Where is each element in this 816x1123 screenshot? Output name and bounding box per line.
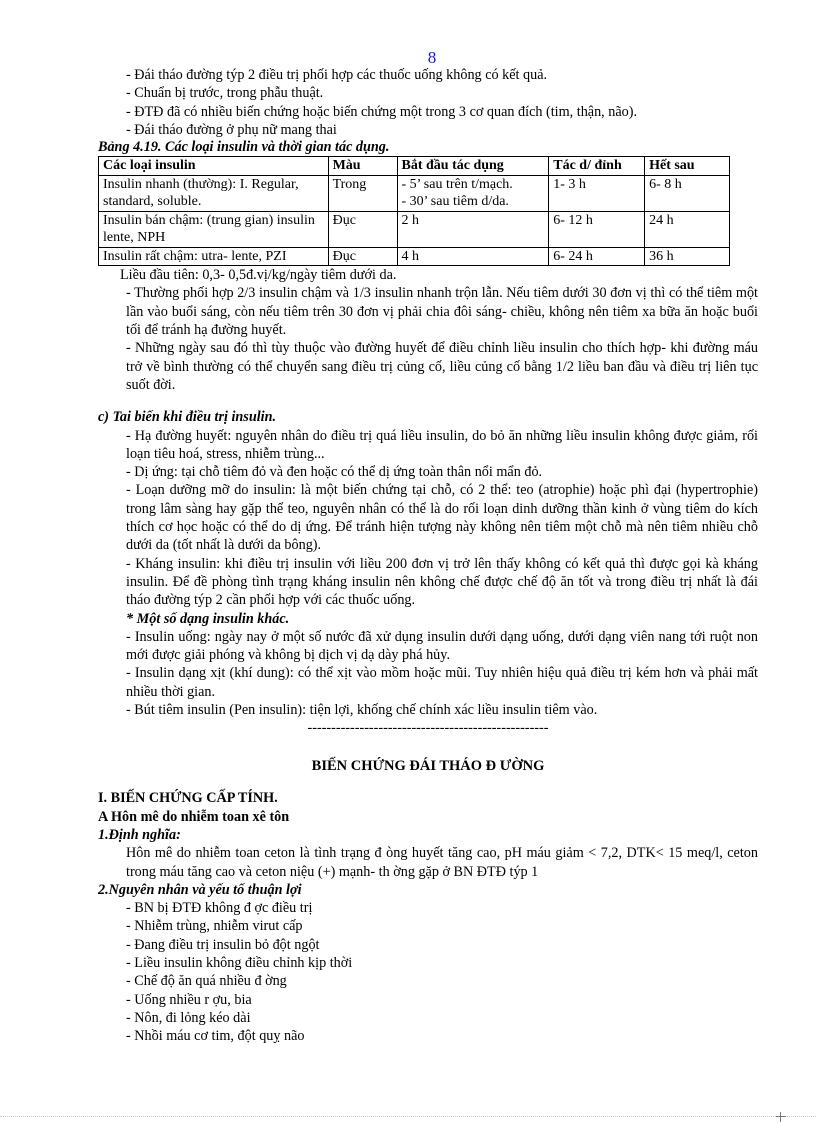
cell-insulin-type: Insulin nhanh (thường): I. Regular, standard, soluble. [99,175,329,211]
paragraph: - Bút tiêm insulin (Pen insulin): tiện lợi, khống chế chính xác liều insulin tiêm vào. [126,702,598,719]
onset-line: 2 h [401,212,419,228]
cell-onset [397,247,549,266]
paragraph: - Loạn dưỡng mỡ do insulin: là một biến chứng tại chỗ, có 2 thể: teo (atrophie) hoặc phì đại (hypertrophie) trong lâm sàng hay gặp thể teo, nguyên nhân có thể là do rối loạn dinh dưỡng thần kinh ở vùng tiêm do kích thích cơ học hoặc có thể do dị ứng. Để tránh hiện tượng này không nên tiêm một chỗ mà nên tiêm nhiều chỗ dưới da (tốt nhất là dưới da bông). [126,482,758,554]
paragraph: Hôn mê do nhiễm toan ceton là tình trạng đ òng huyết tăng cao, pH máu giảm < 7,2, DTK< 15 meq/l, ceton trong máu tăng cao và ceton niệu (+) mạnh- th ờng gặp ở BN ĐTĐ týp 1 [126,845,758,880]
list-item: - ĐTĐ đã có nhiều biến chứng hoặc biến chứng một trong 3 cơ quan đích (tim, thận, não). [126,103,638,120]
cell-insulin-type: Insulin bán chậm: (trung gian) insulin lente, NPH [99,211,329,247]
page-number: 8 [427,48,437,67]
cell-color: Trong [328,175,397,211]
list-item: - Nôn, đi lỏng kéo dài [126,1009,251,1026]
cell-onset [397,211,549,247]
paragraph: - Insulin uống: ngày nay ở một số nước đã xử dụng insulin dưới dạng uống, dưới dạng viên nang tới ruột non mới được giải phóng và không bị dịch vị dạ dày phá hủy. [126,628,758,664]
subheading: * Một số dạng insulin khác. [126,610,290,627]
list-item: - Chuẩn bị trước, trong phẫu thuật. [126,85,324,102]
header-color: Màu [328,157,397,176]
paragraph: - Insulin dạng xịt (khí dung): có thể xịt vào mồm hoặc mũi. Tuy nhiên hiệu quả điều trị kém hơn và phải mất nhiều thời gian. [126,665,758,700]
corner-crop-mark-icon [776,1112,786,1122]
acute-complications-section [98,789,758,1045]
definition-heading: 1.Định nghĩa: [98,826,181,843]
page-content [98,66,758,1045]
list-item: - Uống nhiều r ợu, bia [126,991,252,1008]
list-item: - Chế độ ăn quá nhiều đ ờng [126,973,287,990]
causes-list [98,899,758,1045]
cell-end: 24 h [645,211,730,247]
complications-section [98,408,758,737]
causes-heading: 2.Nguyên nhân và yếu tố thuận lợi [98,881,302,898]
paragraph: Liều đầu tiên: 0,3- 0,5đ.vị/kg/ngày tiêm dưới da. [120,267,397,284]
cell-peak: 1- 3 h [549,175,645,211]
list-item: - Nhiễm trùng, nhiễm virut cấp [126,918,303,935]
list-item: - Liều insulin không điều chỉnh kịp thời [126,954,353,971]
table-row [99,211,730,247]
list-item: - BN bị ĐTĐ không đ ợc điều trị [126,900,313,917]
insulin-table [98,156,730,266]
onset-line: - 5’ sau trên t/mạch. [401,176,513,192]
list-item: - Đang điều trị insulin bỏ đột ngột [126,936,320,953]
subsection-heading: A Hôn mê do nhiễm toan xê tôn [98,808,290,825]
header-end: Hết sau [645,157,730,176]
table-header-row [99,157,730,176]
paragraph: - Những ngày sau đó thì tùy thuộc vào đường huyết để điều chỉnh liều insulin cho thích hợp- khi đường máu trở về bình thường có thể chuyển sang điều trị củng cố, liều củng cố bằng 1/2 liều ban đầu và điều trị liên tục suốt đời. [126,340,758,393]
table-row [99,175,730,211]
table-row [99,247,730,266]
paragraph: - Dị ứng: tại chỗ tiêm đỏ và đen hoặc có thể dị ứng toàn thân nổi mẩn đỏ. [126,464,543,481]
cell-color: Đục [328,247,397,266]
cell-color: Đục [328,211,397,247]
cell-onset [397,175,549,211]
divider-line: --------------------------------------------------- [307,720,549,737]
top-bullet-list [98,66,758,139]
onset-line: 4 h [401,248,419,264]
list-item: - Đái tháo đường ở phụ nữ mang thai [126,121,337,138]
cell-end: 6- 8 h [645,175,730,211]
section-heading: c) Tai biến khi điều trị insulin. [98,409,277,426]
cell-peak: 6- 24 h [549,247,645,266]
onset-line: - 30’ sau tiêm d/da. [401,194,509,210]
list-item: - Nhồi máu cơ tim, đột quỵ não [126,1028,305,1045]
page-bottom-border [0,1116,816,1117]
chapter-title: BIẾN CHỨNG ĐÁI THÁO Đ ƯỜNG [311,758,545,775]
cell-end: 36 h [645,247,730,266]
paragraph: - Kháng insulin: khi điều trị insulin với liều 200 đơn vị trở lên thấy không có kết quả thì được gọi kà kháng insulin. Để đề phòng tình trạng kháng insulin nên không chế được chế độ ăn tốt và trong điều trị nhất là đái tháo đường týp 2 cần phối hợp với các thuốc uống. [126,555,758,609]
table-caption: Bảng 4.19. Các loại insulin và thời gian tác dụng. [98,139,390,156]
paragraph: - Hạ đường huyết: nguyên nhân do điều trị quá liều insulin, do bỏ ăn những liều insulin không được giảm, rối loạn tiêu hoá, stress, nhiễm trùng... [126,427,758,462]
header-insulin-type: Các loại insulin [99,157,329,176]
header-peak: Tác d/ đỉnh [549,157,645,176]
header-onset: Bắt đầu tác dụng [397,157,549,176]
dosage-section [98,266,758,394]
cell-insulin-type: Insulin rất chậm: utra- lente, PZI [99,247,329,266]
paragraph: - Thường phối hợp 2/3 insulin chậm và 1/3 insulin nhanh trộn lẫn. Nếu tiêm dưới 30 đơn vị thì có thể tiêm một lần vào buổi sáng, còn nếu tiêm trên 30 đơn vị phải chia đôi sáng- chiều, không nên tiêm xa bữa ăn hoặc buổi tối để tránh hạ đường huyết. [126,285,758,339]
cell-peak: 6- 12 h [549,211,645,247]
section-heading: I. BIẾN CHỨNG CẤP TÍNH. [98,790,278,807]
list-item: - Đái tháo đường týp 2 điều trị phối hợp các thuốc uống không có kết quả. [126,67,548,83]
